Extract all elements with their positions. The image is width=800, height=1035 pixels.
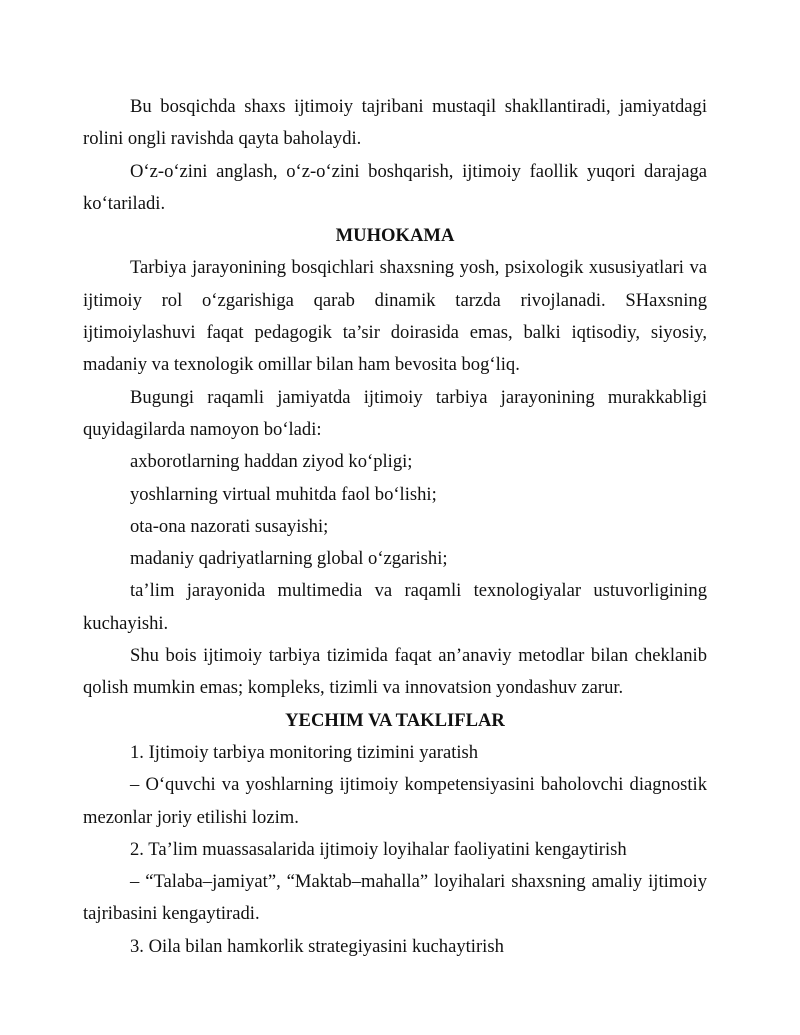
paragraph: O‘z-o‘zini anglash, o‘z-o‘zini boshqarish, ijtimoiy faollik yuqori darajaga ko‘tariladi.	[83, 160, 707, 214]
list-item: ota-ona nazorati susayishi;	[130, 515, 329, 537]
numbered-proposal: 3. Oila bilan hamkorlik strategiyasini kuchaytirish	[130, 935, 504, 957]
list-item: axborotlarning haddan ziyod ko‘pligi;	[130, 451, 413, 473]
paragraph: – “Talaba–jamiyat”, “Maktab–mahalla” loyihalari shaxsning amaliy ijtimoiy tajribasini kengaytiradi.	[83, 871, 707, 925]
section-heading-yechim-va-takliflar: YECHIM VA TAKLIFLAR	[285, 709, 505, 731]
paragraph: Shu bois ijtimoiy tarbiya tizimida faqat an’anaviy metodlar bilan cheklanib qolish mumkin emas; kompleks, tizimli va innovatsion yondashuv zarur.	[83, 645, 707, 699]
paragraph: – O‘quvchi va yoshlarning ijtimoiy kompetensiyasini baholovchi diagnostik mezonlar joriy etilishi lozim.	[83, 774, 707, 828]
list-item: madaniy qadriyatlarning global o‘zgarishi;	[130, 548, 448, 570]
paragraph: Bugungi raqamli jamiyatda ijtimoiy tarbiya jarayonining murakkabligi quyidagilarda namoyon bo‘ladi:	[83, 386, 707, 440]
paragraph: Tarbiya jarayonining bosqichlari shaxsning yosh, psixologik xususiyatlari va ijtimoiy rol o‘zgarishiga qarab dinamik tarzda rivojlanadi. SHaxsning ijtimoiylashuvi faqat pedagogik ta’sir doirasida emas, balki iqtisodiy, siyosiy, madaniy va texnologik omillar bilan ham bevosita bog‘liq.	[83, 257, 707, 376]
paragraph: Bu bosqichda shaxs ijtimoiy tajribani mustaqil shakllantiradi, jamiyatdagi rolini ongli ravishda qayta baholaydi.	[83, 96, 707, 150]
numbered-proposal: 2. Ta’lim muassasalarida ijtimoiy loyihalar faoliyatini kengaytirish	[130, 838, 627, 860]
section-heading-muhokama: MUHOKAMA	[335, 225, 455, 247]
document-page	[83, 91, 707, 963]
list-item: ta’lim jarayonida multimedia va raqamli texnologiyalar ustuvorligining kuchayishi.	[83, 580, 707, 634]
numbered-proposal: 1. Ijtimoiy tarbiya monitoring tizimini yaratish	[130, 741, 479, 763]
list-item: yoshlarning virtual muhitda faol bo‘lishi;	[130, 483, 437, 505]
